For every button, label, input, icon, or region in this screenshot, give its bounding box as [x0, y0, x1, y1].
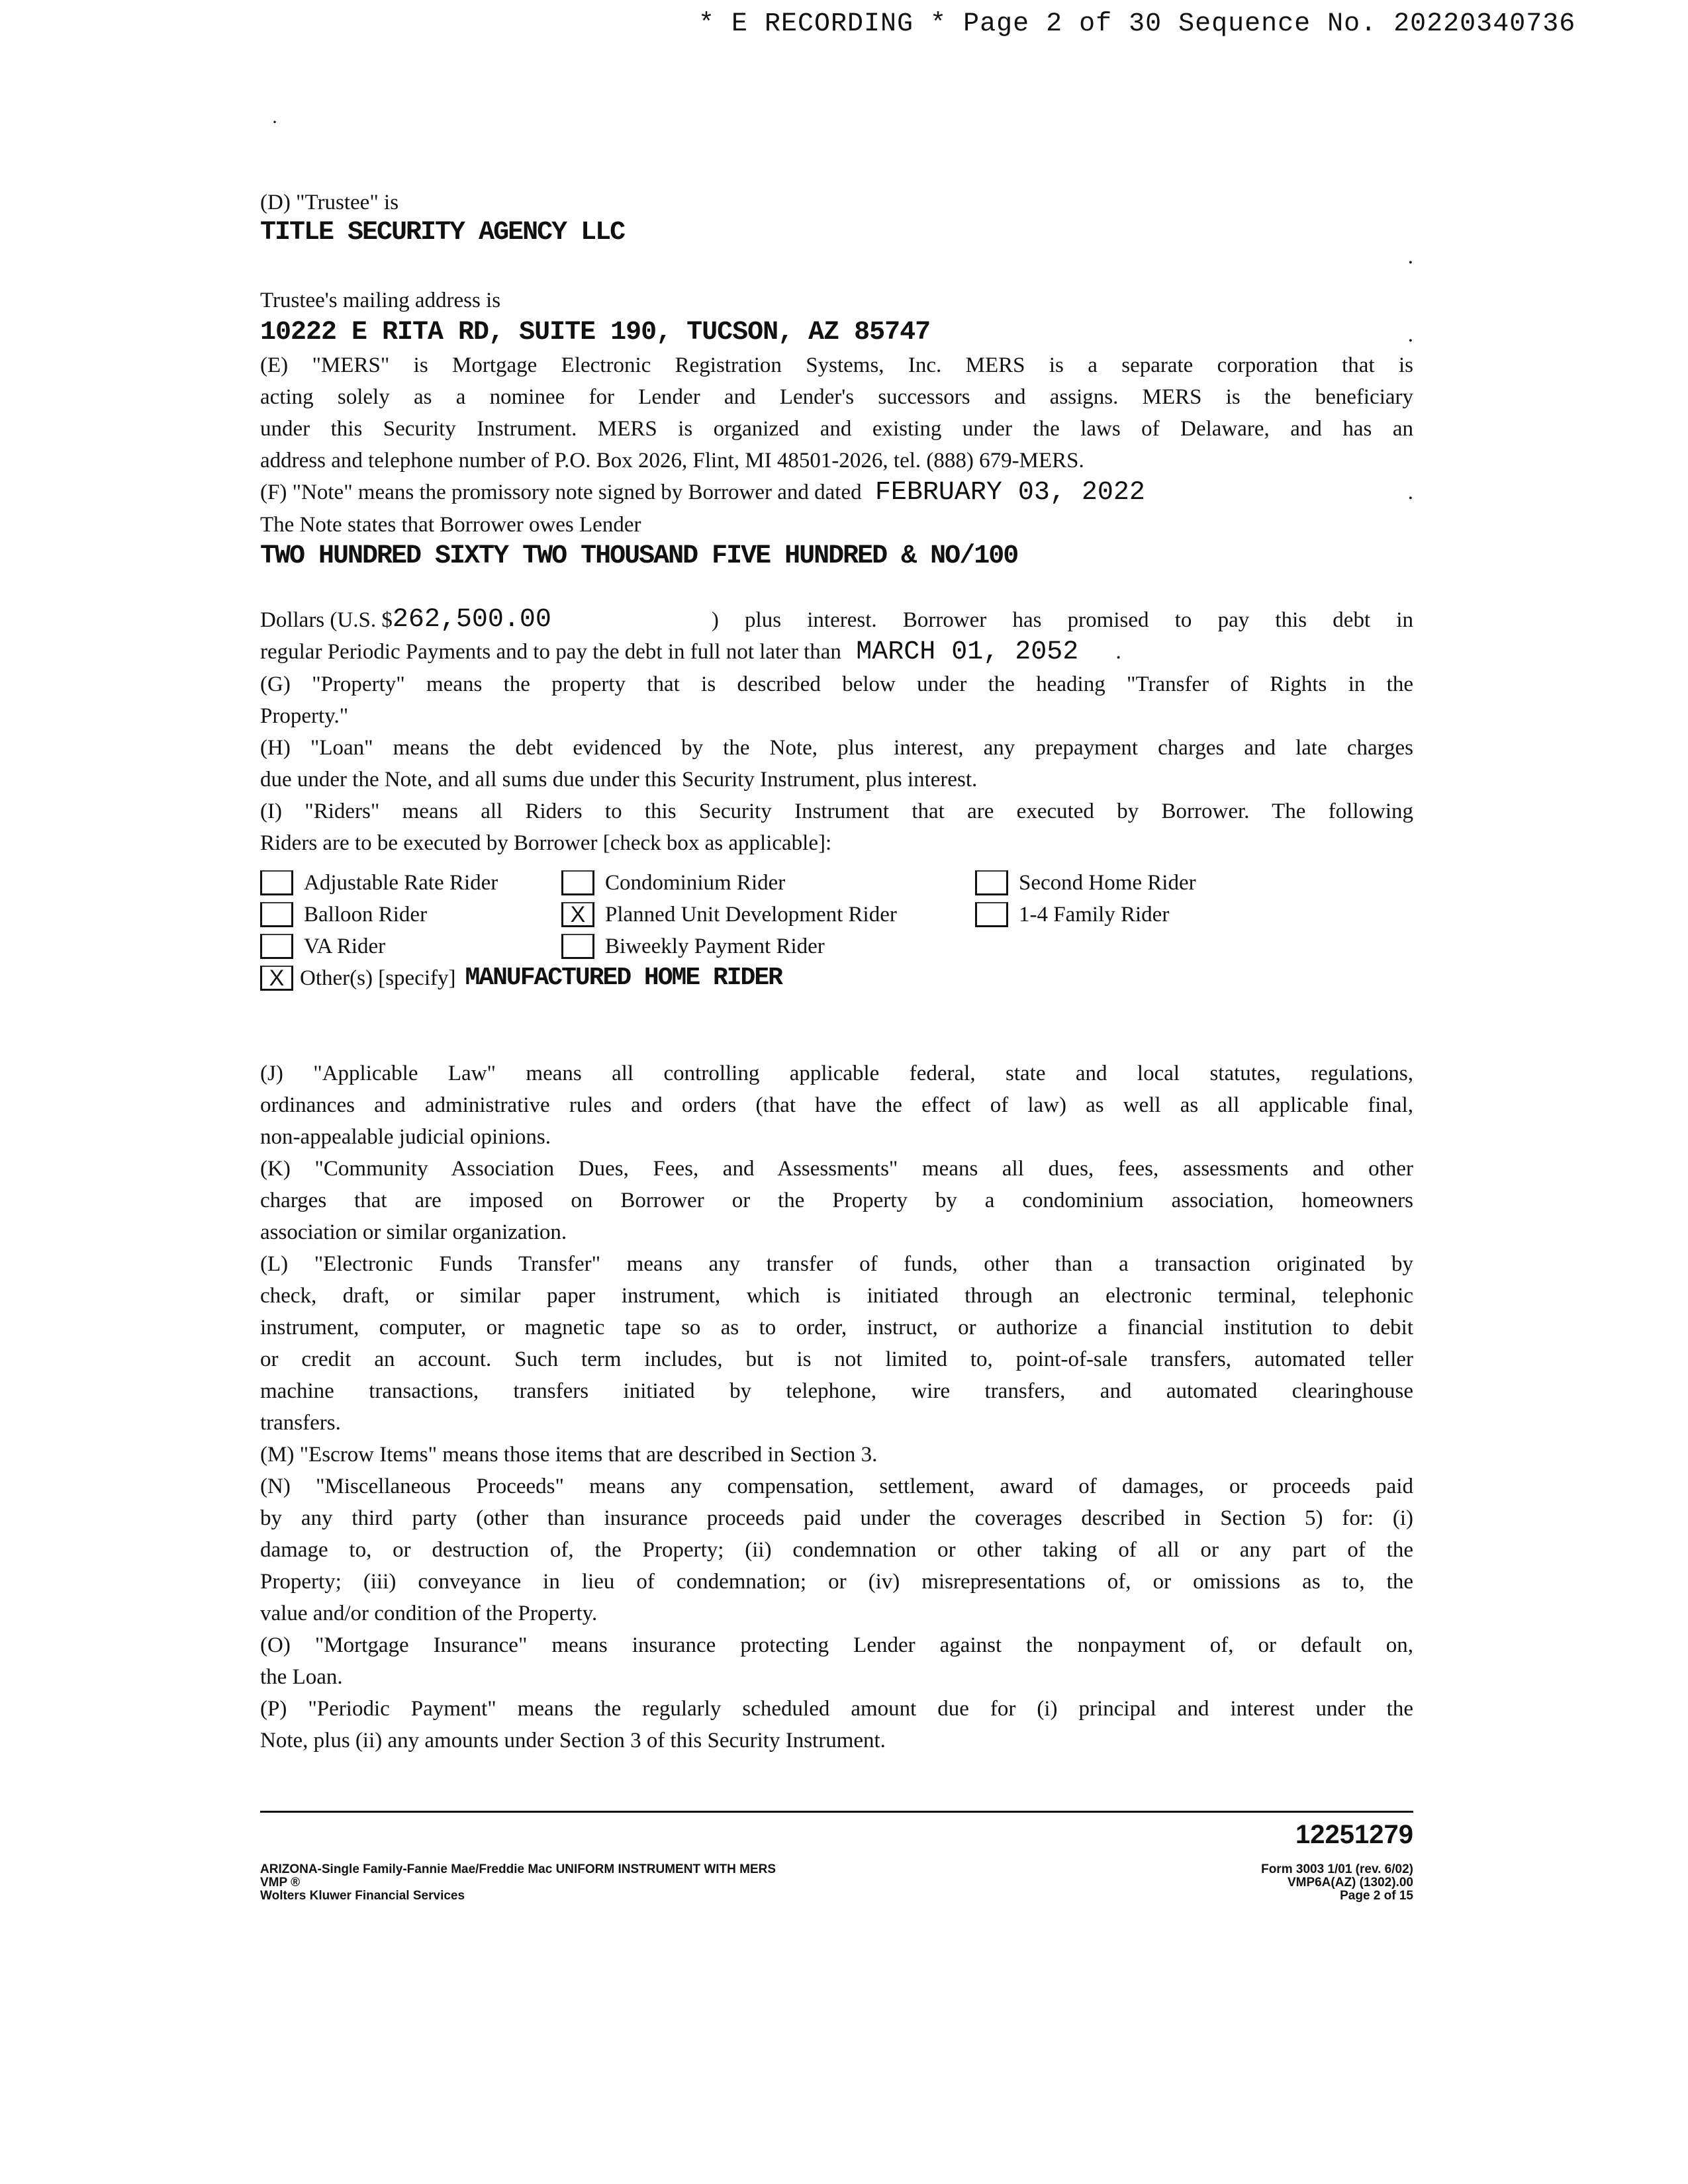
pud-label: Planned Unit Development Rider	[605, 903, 897, 927]
va-checkbox[interactable]	[260, 934, 293, 959]
footer-form-info	[260, 1863, 776, 1903]
note-date: FEBRUARY 03, 2022	[874, 478, 1145, 508]
second-home-checkbox[interactable]	[975, 870, 1008, 895]
misc-line-4: Property; (iii) conveyance in lieu of condemnation; or (iv) misrepresentations of, or omissions as to, the	[260, 1570, 1413, 1594]
eft-line-1: (L) "Electronic Funds Transfer" means any transfer of funds, other than a transaction originated by	[260, 1252, 1413, 1276]
rider-other	[260, 962, 782, 994]
va-label: VA Rider	[304, 934, 386, 958]
footer-right-line-1: Form 3003 1/01 (rev. 6/02)	[1261, 1862, 1413, 1876]
footer-left-line-3: Wolters Kluwer Financial Services	[260, 1889, 465, 1903]
rider-condominium	[561, 867, 785, 899]
escrow-line-1: (M) "Escrow Items" means those items that are described in Section 3.	[260, 1443, 878, 1467]
footer-left-line-2: VMP ®	[260, 1876, 301, 1889]
riders-checkbox-group	[260, 864, 1413, 997]
trustee-label: (D) "Trustee" is	[260, 191, 399, 214]
family-label: 1-4 Family Rider	[1019, 903, 1170, 927]
note-owes: The Note states that Borrower owes Lender	[260, 513, 641, 537]
note-label: (F) "Note" means the promissory note signed by Borrower and dated	[260, 480, 862, 504]
loan-number: 12251279	[1295, 1820, 1413, 1849]
applicable-law-line-2: ordinances and administrative rules and orders (that have the effect of law) as well as all applicable final,	[260, 1093, 1413, 1117]
footer-right-line-2: VMP6A(AZ) (1302).00	[1287, 1876, 1413, 1889]
note-amount: 262,500.00	[392, 605, 551, 635]
dollars-prefix: Dollars (U.S. $	[260, 608, 393, 632]
trustee-spacer: .	[1407, 245, 1413, 269]
second-home-label: Second Home Rider	[1019, 871, 1196, 895]
other-label: Other(s) [specify]	[300, 966, 456, 990]
rider-va	[260, 931, 385, 962]
spacer	[260, 572, 1413, 604]
rider-second-home	[975, 867, 1196, 899]
community-line-2: charges that are imposed on Borrower or the Property by a condominium association, homeowners	[260, 1189, 1413, 1212]
footer-form-number	[1261, 1863, 1413, 1903]
family-checkbox[interactable]	[975, 902, 1008, 927]
property-line-2: Property."	[260, 704, 349, 728]
adjustable-rate-label: Adjustable Rate Rider	[304, 871, 498, 895]
property-line-1: (G) "Property" means the property that is described below under the heading "Transfer of Rights in the	[260, 672, 1413, 696]
rider-family	[975, 899, 1169, 931]
loan-line-2: due under the Note, and all sums due under this Security Instrument, plus interest.	[260, 768, 978, 792]
mortgage-insurance-line-2: the Loan.	[260, 1665, 343, 1689]
footer-left-line-1: ARIZONA-Single Family-Fannie Mae/Freddie Mac UNIFORM INSTRUMENT WITH MERS	[260, 1862, 776, 1876]
pud-checkbox[interactable]: X	[561, 902, 594, 927]
mortgage-insurance-line-1: (O) "Mortgage Insurance" means insurance protecting Lender against the nonpayment of, or default on,	[260, 1633, 1413, 1657]
maturity-date: MARCH 01, 2052	[856, 637, 1079, 667]
misc-line-1: (N) "Miscellaneous Proceeds" means any compensation, settlement, award of damages, or proceeds paid	[260, 1475, 1413, 1498]
community-line-1: (K) "Community Association Dues, Fees, and Assessments" means all dues, fees, assessments and other	[260, 1157, 1413, 1181]
mers-line-2: acting solely as a nominee for Lender and Lender's successors and assigns. MERS is the beneficiary	[260, 385, 1413, 409]
eft-line-6: transfers.	[260, 1411, 341, 1435]
applicable-law-line-1: (J) "Applicable Law" means all controlling applicable federal, state and local statutes, regulations,	[260, 1062, 1413, 1085]
adjustable-rate-checkbox[interactable]	[260, 870, 293, 895]
footer-divider	[260, 1811, 1413, 1813]
rider-balloon	[260, 899, 427, 931]
misc-line-5: value and/or condition of the Property.	[260, 1602, 598, 1625]
misc-line-3: damage to, or destruction of, the Property; (ii) condemnation or other taking of all or any part of the	[260, 1538, 1413, 1562]
mers-line-3: under this Security Instrument. MERS is organized and existing under the laws of Delaware, and has an	[260, 417, 1413, 441]
trustee-address: 10222 E RITA RD, SUITE 190, TUCSON, AZ 85747	[260, 318, 931, 347]
riders-line-1: (I) "Riders" means all Riders to this Security Instrument that are executed by Borrower. The following	[260, 799, 1413, 823]
periodic-line-2: Note, plus (ii) any amounts under Section 3 of this Security Instrument.	[260, 1729, 886, 1752]
condominium-checkbox[interactable]	[561, 870, 594, 895]
riders-line-2: Riders are to be executed by Borrower [check box as applicable]:	[260, 831, 832, 855]
rider-adjustable	[260, 867, 498, 899]
mers-line-4: address and telephone number of P.O. Box 2026, Flint, MI 48501-2026, tel. (888) 679-MERS.	[260, 449, 1084, 473]
biweekly-checkbox[interactable]	[561, 934, 594, 959]
stray-mark: ·	[271, 111, 278, 133]
misc-line-2: by any third party (other than insurance proceeds paid under the coverages described in Section 5) for: (i)	[260, 1506, 1413, 1530]
footer-right-line-3: Page 2 of 15	[1340, 1889, 1413, 1903]
rider-biweekly	[561, 931, 825, 962]
mers-line-1: (E) "MERS" is Mortgage Electronic Registration Systems, Inc. MERS is a separate corporation that is	[260, 353, 1413, 377]
eft-line-5: machine transactions, transfers initiated by telephone, wire transfers, and automated clearinghouse	[260, 1379, 1413, 1403]
plus-interest: ) plus interest. Borrower has promised to pay this debt in	[711, 608, 1413, 632]
balloon-label: Balloon Rider	[304, 903, 428, 927]
balloon-checkbox[interactable]	[260, 902, 293, 927]
regular-payments: regular Periodic Payments and to pay the debt in full not later than	[260, 640, 841, 664]
trustee-name: TITLE SECURITY AGENCY LLC	[260, 218, 625, 248]
community-line-3: association or similar organization.	[260, 1220, 567, 1244]
other-specify: MANUFACTURED HOME RIDER	[465, 964, 782, 992]
eft-line-3: instrument, computer, or magnetic tape so as to order, instruct, or authorize a financial institution to debit	[260, 1316, 1413, 1340]
recording-header: * E RECORDING * Page 2 of 30 Sequence No. 20220340736	[698, 9, 1576, 39]
rider-pud	[561, 899, 897, 931]
condominium-label: Condominium Rider	[605, 871, 786, 895]
biweekly-label: Biweekly Payment Rider	[605, 934, 825, 958]
periodic-line-1: (P) "Periodic Payment" means the regularly scheduled amount due for (i) principal and interest under the	[260, 1697, 1413, 1721]
note-amount-words: TWO HUNDRED SIXTY TWO THOUSAND FIVE HUNDRED & NO/100	[260, 541, 1018, 571]
trustee-mailing-label: Trustee's mailing address is	[260, 289, 501, 312]
other-checkbox[interactable]: X	[260, 966, 293, 991]
loan-line-1: (H) "Loan" means the debt evidenced by the Note, plus interest, any prepayment charges and late charges	[260, 736, 1413, 760]
eft-line-4: or credit an account. Such term includes, but is not limited to, point-of-sale transfers, automated teller	[260, 1347, 1413, 1371]
document-body: (D) "Trustee" is TITLE SECURITY AGENCY LLC . Trustee's mailing address is 10222 E RITA RD, SUITE 190, TUCSON, AZ 85747 . (E) "MERS" is Mortgage Electronic Registration Systems, Inc. MERS is a separate corporation that is acting solely as a nominee for Lender and Lender's successors and assigns. MERS is the beneficiary under this Security Instrument. MERS is organized and existing under the laws of Delaware, and has an address and telephone number of P.O. Box 2026, Flint, MI 48501-2026, tel. (888) 679-MERS. (F) "Note" means the promissory note signed by Borrower and dated FEBRUARY 03, 2022 . The Note states that Borrower owes Lender TWO HUNDRED SIXTY TWO THOUSAND FIVE HUNDRED & NO/100 Dollars (U.S. $ 262,500.00 ) plus interest. Borrower has promised to pay this debt in regular Periodic Payments and to pay the debt in full not later than MARCH 01, 2052 . (G) "Property" means the property that is described below under the heading "Transfer of Rights in the Property." (H) "Loan" means the debt evidenced by the Note, plus interest, any prepayment charges and late charges due under the Note, and all sums due under this Security Instrument, plus interest. (I) "Riders" means all Riders to this Security Instrument that are executed by Borrower. The following Riders are to be executed by Borrower [check box as applicable]: Adjustable Rate Rider Condominium Rider Second Home Rider Balloon Rider X Planned Unit Development Rider 1-4 Family Rider VA Rider Biweekly Payment Rider X Other(s) [specify] MANUFACTURED HOME RIDER (J) "Applicable Law" means all controlling applicable federal, state and local statutes, regulations, ordinances and administrative rules and orders (that have the effect of law) as well as all applicable final, non-appealable judicial opinions. (K) "Community Association Dues, Fees, and Assessments" means all dues, fees, assessments and other charges that are imposed on Borrower or the Property by a condominium association, homeowners association or similar organization. (L) "Electronic Funds Transfer" means any transfer of funds, other than a transaction originated by check, draft, or similar paper instrument, which is initiated through an electronic terminal, telephonic instrument, computer, or magnetic tape so as to order, instruct, or authorize a financial institution to debit or credit an account. Such term includes, but is not limited to, point-of-sale transfers, automated teller machine transactions, transfers initiated by telephone, wire transfers, and automated clearinghouse transfers. (M) "Escrow Items" means those items that are described in Section 3. (N) "Miscellaneous Proceeds" means any compensation, settlement, award of damages, or proceeds paid by any third party (other than insurance proceeds paid under the coverages described in Section 5) for: (i) damage to, or destruction of, the Property; (ii) condemnation or other taking of all or any part of the Property; (iii) conveyance in lieu of condemnation; or (iv) misrepresentations of, or omissions as to, the value and/or condition of the Property. (O) "Mortgage Insurance" means insurance protecting Lender against the nonpayment of, or default on, the Loan. (P) "Periodic Payment" means the regularly scheduled amount due for (i) principal and interest under the Note, plus (ii) any amounts under Section 3 of this Security Instrument.	[260, 187, 1413, 1756]
applicable-law-line-3: non-appealable judicial opinions.	[260, 1125, 551, 1149]
eft-line-2: check, draft, or similar paper instrument, which is initiated through an electronic terminal, telephonic	[260, 1284, 1413, 1308]
